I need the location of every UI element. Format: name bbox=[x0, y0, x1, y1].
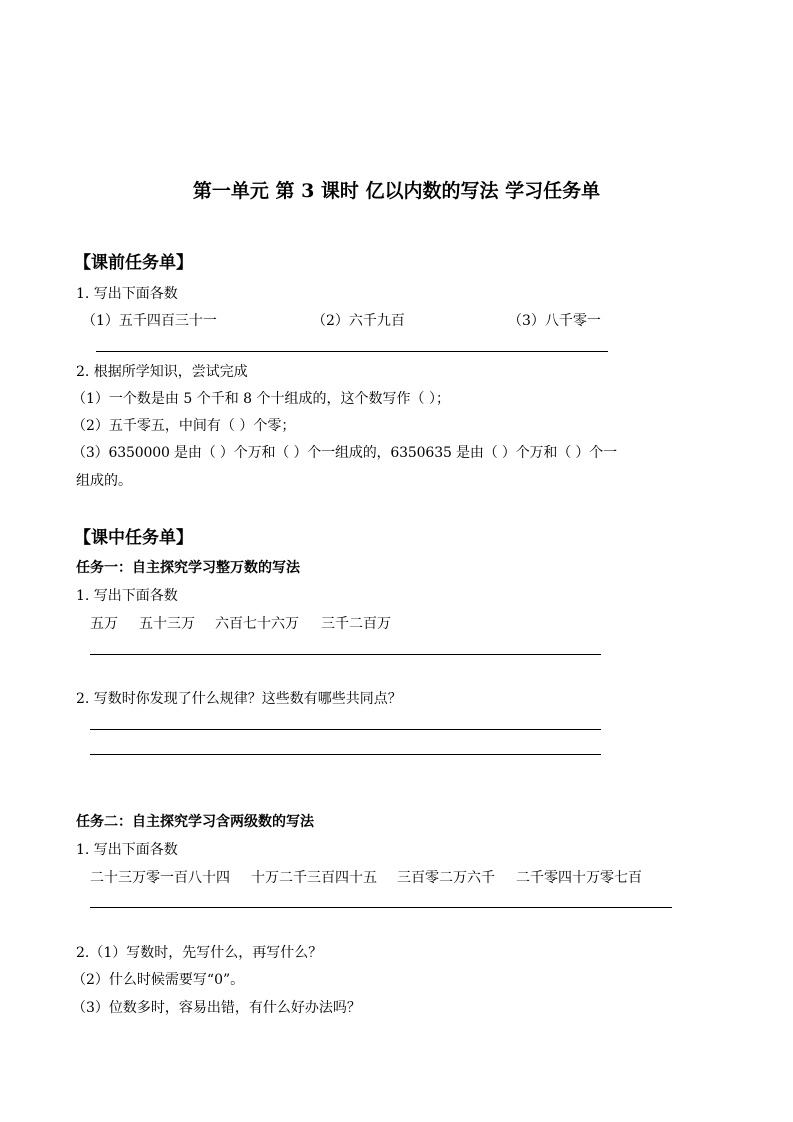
pre-q1-item-2: （2）六千九百 bbox=[312, 313, 405, 329]
task2-q2-line-1: 2.（1）写数时，先写什么，再写什么？ bbox=[76, 945, 323, 961]
task2-title: 任务二：自主探究学习含两级数的写法 bbox=[76, 814, 314, 830]
task1-item-3: 六百七十六万 bbox=[215, 616, 299, 632]
pre-q1-label: 1. 写出下面各数 bbox=[76, 286, 178, 302]
task2-q1-label: 1. 写出下面各数 bbox=[76, 842, 178, 858]
task1-title: 任务一：自主探究学习整万数的写法 bbox=[76, 560, 300, 576]
pre-q2-line-1: （1）一个数是由 5 个千和 8 个十组成的，这个数写作（ ）； bbox=[72, 391, 450, 407]
page-title: 第一单元 第 3 课时 亿以内数的写法 学习任务单 bbox=[192, 180, 601, 202]
mid-task-heading: 【课中任务单】 bbox=[74, 528, 193, 548]
task2-item-4: 二千零四十万零七百 bbox=[516, 870, 642, 886]
task2-q2-line-3: （3）位数多时，容易出错，有什么好办法吗？ bbox=[72, 1000, 361, 1016]
task2-item-3: 三百零二万六千 bbox=[397, 870, 495, 886]
task2-q2-line-2: （2）什么时候需要写“0”。 bbox=[72, 972, 245, 988]
pre-task-heading: 【课前任务单】 bbox=[74, 253, 193, 273]
task2-item-1: 二十三万零一百八十四 bbox=[90, 870, 230, 886]
task1-q2-answer-line-1[interactable] bbox=[90, 729, 601, 730]
pre-q2-line-3: （3）6350000 是由（ ）个万和（ ）个一组成的，6350635 是由（ ）个万和（ ）个一 bbox=[72, 445, 617, 461]
pre-q2-line-4: 组成的。 bbox=[76, 473, 132, 489]
task2-item-2: 十万二千三百四十五 bbox=[251, 870, 377, 886]
task1-q2-answer-line-2[interactable] bbox=[90, 754, 601, 755]
task1-item-4: 三千二百万 bbox=[321, 616, 391, 632]
pre-q1-item-3: （3）八千零一 bbox=[508, 313, 601, 329]
task1-item-1: 五万 bbox=[90, 616, 118, 632]
pre-q1-item-1: （1）五千四百三十一 bbox=[82, 313, 217, 329]
task1-q1-answer-line[interactable] bbox=[90, 654, 601, 655]
pre-q2-line-2: （2）五千零五，中间有（ ）个零； bbox=[72, 418, 296, 434]
pre-q1-answer-line[interactable] bbox=[96, 351, 608, 352]
pre-q2-label: 2. 根据所学知识，尝试完成 bbox=[76, 364, 248, 380]
task1-q1-label: 1. 写出下面各数 bbox=[76, 588, 178, 604]
task1-q2-label: 2. 写数时你发现了什么规律？这些数有哪些共同点？ bbox=[76, 691, 402, 707]
task1-item-2: 五十三万 bbox=[139, 616, 195, 632]
task2-q1-answer-line[interactable] bbox=[90, 907, 672, 908]
